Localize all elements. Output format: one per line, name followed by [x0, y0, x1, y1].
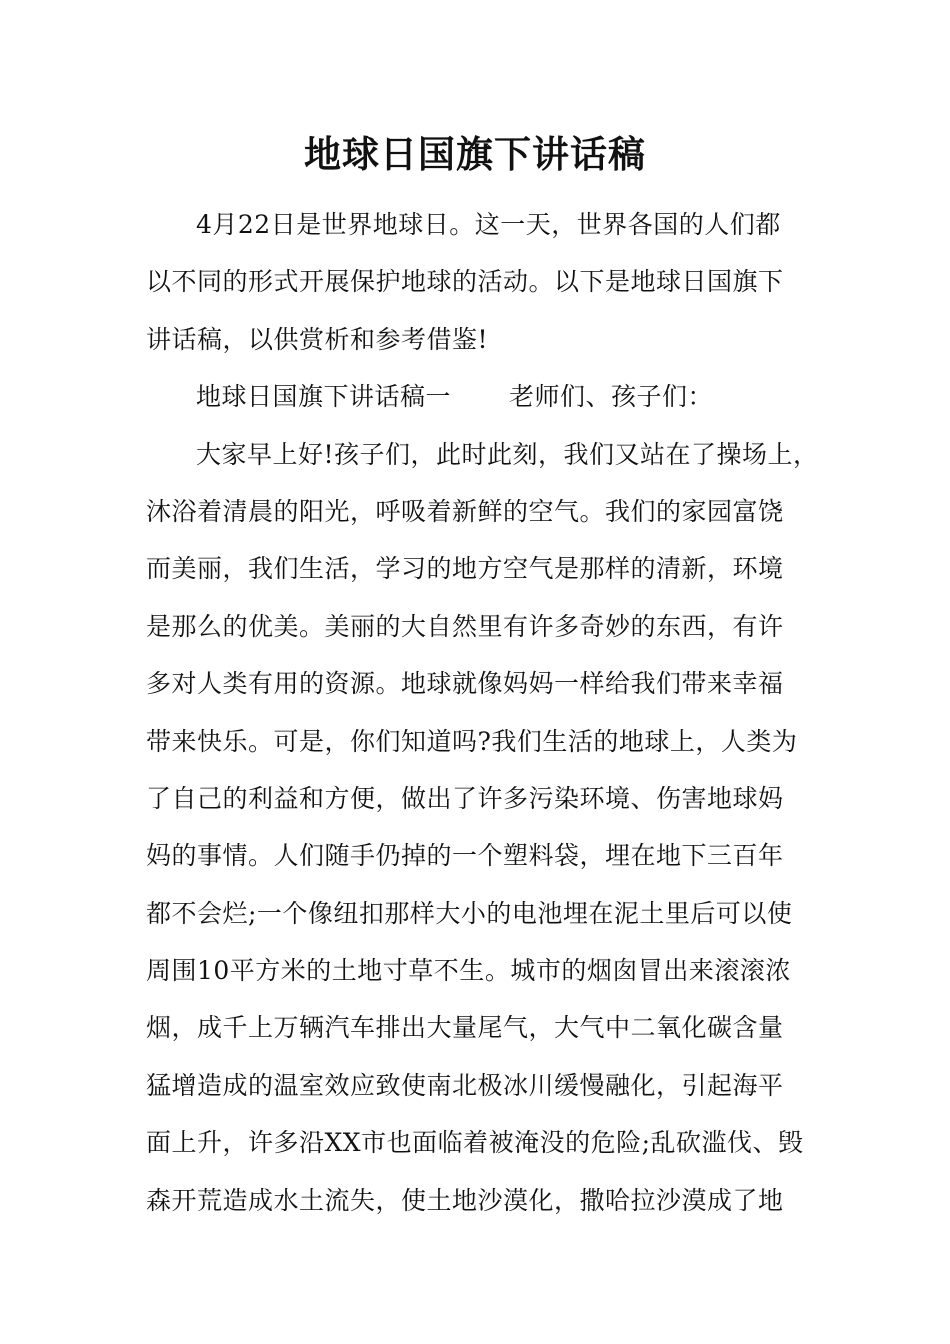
- speech-heading: 地球日国旗下讲话稿一: [196, 382, 452, 412]
- paragraph-line: 猛增造成的温室效应致使南北极冰川缓慢融化，引起海平: [146, 1070, 784, 1100]
- document-body: [146, 196, 819, 1229]
- paragraph-line: 而美丽，我们生活，学习的地方空气是那样的清新，环境: [146, 554, 784, 584]
- paragraph-line: 了自己的利益和方便，做出了许多污染环境、伤害地球妈: [146, 783, 784, 813]
- speech-salutation: 老师们、孩子们：: [509, 382, 714, 412]
- paragraph-line: 以不同的形式开展保护地球的活动。以下是地球日国旗下: [146, 267, 784, 297]
- paragraph-line: 森开荒造成水土流失，使土地沙漠化，撒哈拉沙漠成了地: [146, 1185, 784, 1215]
- paragraph-line: 周围10平方米的土地寸草不生。城市的烟囱冒出来滚滚浓: [146, 956, 791, 986]
- paragraph-line: 4月22日是世界地球日。这一天，世界各国的人们都: [196, 210, 781, 239]
- paragraph-line: 是那么的优美。美丽的大自然里有许多奇妙的东西，有许: [146, 611, 784, 641]
- paragraph-line: 沐浴着清晨的阳光，呼吸着新鲜的空气。我们的家园富饶: [146, 496, 784, 526]
- paragraph-line: 妈的事情。人们随手仍掉的一个塑料袋，埋在地下三百年: [146, 841, 784, 871]
- paragraph-line: 带来快乐。可是，你们知道吗?我们生活的地球上，人类为: [146, 726, 798, 756]
- paragraph-line: 都不会烂;一个像纽扣那样大小的电池埋在泥土里后可以使: [146, 898, 793, 928]
- paragraph-line: 讲话稿，以供赏析和参考借鉴!: [146, 324, 489, 354]
- paragraph-line: 大家早上好!孩子们，此时此刻，我们又站在了操场上，: [196, 439, 819, 469]
- paragraph-line: 烟，成千上万辆汽车排出大量尾气，大气中二氧化碳含量: [146, 1013, 784, 1043]
- document-title: 地球日国旗下讲话稿: [304, 132, 646, 176]
- paragraph-line: 多对人类有用的资源。地球就像妈妈一样给我们带来幸福: [146, 669, 784, 699]
- paragraph-line: 面上升，许多沿XX市也面临着被淹没的危险;乱砍滥伐、毁: [146, 1128, 804, 1158]
- speech-heading-line: [146, 368, 810, 425]
